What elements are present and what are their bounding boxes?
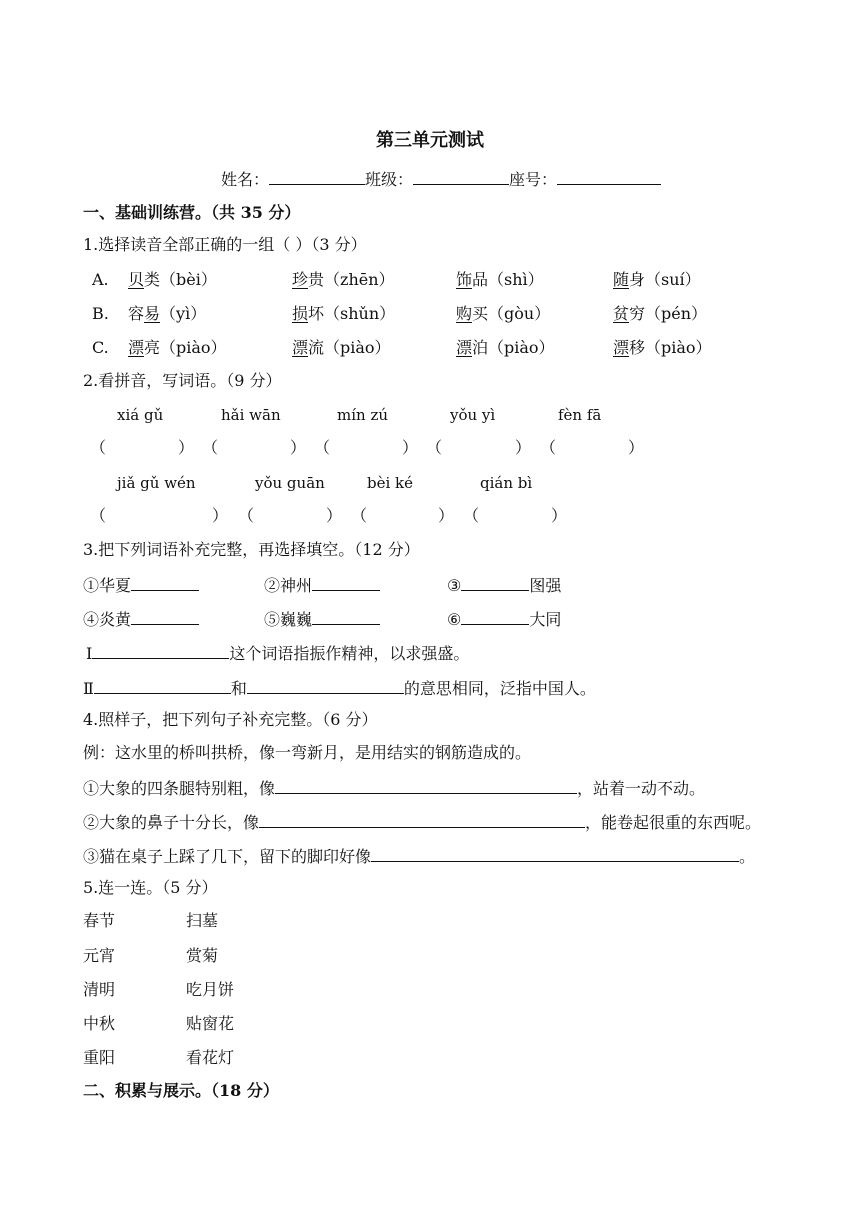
blank[interactable]: [461, 574, 529, 591]
q3-item-4: ④炎黄: [83, 608, 199, 630]
q4-sentence-1: ①大象的四条腿特别粗，像 ，站着一动不动。: [83, 779, 706, 798]
answer-box-open[interactable]: （: [314, 438, 331, 457]
q1-option-item: 贫穷（pén）: [613, 304, 708, 323]
q4-sentence-2: ②大象的鼻子十分长，像 ，能卷起很重的东西呢。: [83, 813, 762, 832]
name-field[interactable]: [269, 168, 365, 185]
q1-option-item: 饰品（shì）: [456, 270, 544, 289]
answer-box-close[interactable]: ）: [212, 506, 229, 525]
answer-box-open[interactable]: （: [238, 506, 255, 525]
pinyin-label: qián bì: [480, 474, 533, 492]
answer-box-close[interactable]: ）: [178, 438, 195, 457]
student-info-line: [221, 168, 661, 190]
answer-box-open[interactable]: （: [426, 438, 443, 457]
q1-option-item: 漂泊（piào）: [456, 338, 555, 357]
blank[interactable]: [312, 608, 380, 625]
festival-item[interactable]: 中秋: [83, 1014, 116, 1033]
q1-option-item: 随身（suí）: [613, 270, 701, 289]
blank[interactable]: [312, 574, 380, 591]
q1-option-letter: A.: [92, 270, 109, 289]
custom-item[interactable]: 贴窗花: [186, 1014, 235, 1033]
q4-stem: 4.照样子，把下列句子补充完整。（6 分）: [83, 710, 378, 729]
blank[interactable]: [275, 777, 577, 794]
blank[interactable]: [259, 811, 585, 828]
festival-item[interactable]: 元宵: [83, 946, 116, 965]
answer-box-close[interactable]: ）: [290, 438, 307, 457]
q1-option-item: 购买（gòu）: [456, 304, 551, 323]
pinyin-label: jiǎ gǔ wén: [117, 474, 196, 492]
answer-box-close[interactable]: ）: [438, 506, 455, 525]
q3-stem: 3.把下列词语补充完整，再选择填空。（12 分）: [83, 540, 420, 559]
q3-item-6: ⑥ 大同: [447, 610, 562, 629]
q1-option-item: 损坏（shǔn）: [292, 304, 396, 323]
blank[interactable]: [92, 642, 229, 659]
q1-option-letter: C.: [92, 338, 109, 357]
q1-option-item: 漂亮（piào）: [128, 338, 227, 357]
answer-box-close[interactable]: ）: [628, 438, 645, 457]
q4-sentence-3: ③猫在桌子上踩了几下，留下的脚印好像 。: [83, 847, 756, 866]
answer-box-open[interactable]: （: [202, 438, 219, 457]
answer-box-open[interactable]: （: [90, 438, 107, 457]
q1-stem: 1.选择读音全部正确的一组（ ）（3 分）: [83, 235, 367, 254]
custom-item[interactable]: 看花灯: [186, 1048, 235, 1067]
answer-box-open[interactable]: （: [351, 506, 368, 525]
q5-stem: 5.连一连。（5 分）: [83, 878, 218, 897]
q3-item-2: ②神州: [264, 574, 380, 596]
pinyin-label: mín zú: [337, 406, 389, 424]
blank[interactable]: [371, 845, 739, 862]
blank[interactable]: [94, 677, 231, 694]
festival-item[interactable]: 清明: [83, 980, 116, 999]
class-field[interactable]: [413, 168, 509, 185]
section-2-heading: 二、积累与展示。（18 分）: [83, 1081, 279, 1100]
blank[interactable]: [131, 608, 199, 625]
pinyin-label: fèn fā: [558, 406, 602, 424]
blank[interactable]: [461, 608, 529, 625]
q3-fill-1: Ⅰ 这个词语指振作精神，以求强盛。: [86, 644, 470, 663]
q3-item-1: ①华夏: [83, 574, 199, 596]
class-label: 班级：: [365, 170, 414, 189]
q2-stem: 2.看拼音，写词语。（9 分）: [83, 371, 282, 390]
festival-item[interactable]: 春节: [83, 911, 116, 930]
pinyin-label: yǒu guān: [255, 474, 325, 492]
page-title: 第三单元测试: [376, 130, 484, 151]
answer-box-open[interactable]: （: [463, 506, 480, 525]
pinyin-label: xiá gǔ: [117, 406, 164, 424]
blank[interactable]: [247, 677, 404, 694]
name-label: 姓名：: [221, 170, 270, 189]
seat-field[interactable]: [557, 168, 661, 185]
blank[interactable]: [131, 574, 199, 591]
q1-option-item: 容易（yì）: [128, 304, 207, 323]
q1-option-item: 漂流（piào）: [292, 338, 391, 357]
answer-box-open[interactable]: （: [540, 438, 557, 457]
custom-item[interactable]: 赏菊: [186, 946, 219, 965]
answer-box-open[interactable]: （: [90, 506, 107, 525]
pinyin-label: yǒu yì: [450, 406, 496, 424]
custom-item[interactable]: 扫墓: [186, 911, 219, 930]
seat-label: 座号：: [509, 170, 558, 189]
q4-example: 例：这水里的桥叫拱桥，像一弯新月，是用结实的钢筋造成的。: [83, 743, 532, 762]
q1-option-item: 漂移（piào）: [613, 338, 712, 357]
q1-option-item: 贝类（bèi）: [128, 270, 217, 289]
answer-box-close[interactable]: ）: [515, 438, 532, 457]
q3-item-3: ③ 图强: [447, 576, 562, 595]
answer-box-close[interactable]: ）: [402, 438, 419, 457]
festival-item[interactable]: 重阳: [83, 1048, 116, 1067]
q3-item-5: ⑤巍巍: [264, 608, 380, 630]
section-1-heading: 一、基础训练营。（共 35 分）: [83, 203, 301, 222]
custom-item[interactable]: 吃月饼: [186, 980, 235, 999]
pinyin-label: bèi ké: [367, 474, 414, 492]
answer-box-close[interactable]: ）: [326, 506, 343, 525]
q3-fill-2: Ⅱ 和 的意思相同，泛指中国人。: [83, 679, 596, 698]
pinyin-label: hǎi wān: [221, 406, 281, 424]
answer-box-close[interactable]: ）: [551, 506, 568, 525]
q1-option-letter: B.: [92, 304, 109, 323]
q1-option-item: 珍贵（zhēn）: [292, 270, 395, 289]
